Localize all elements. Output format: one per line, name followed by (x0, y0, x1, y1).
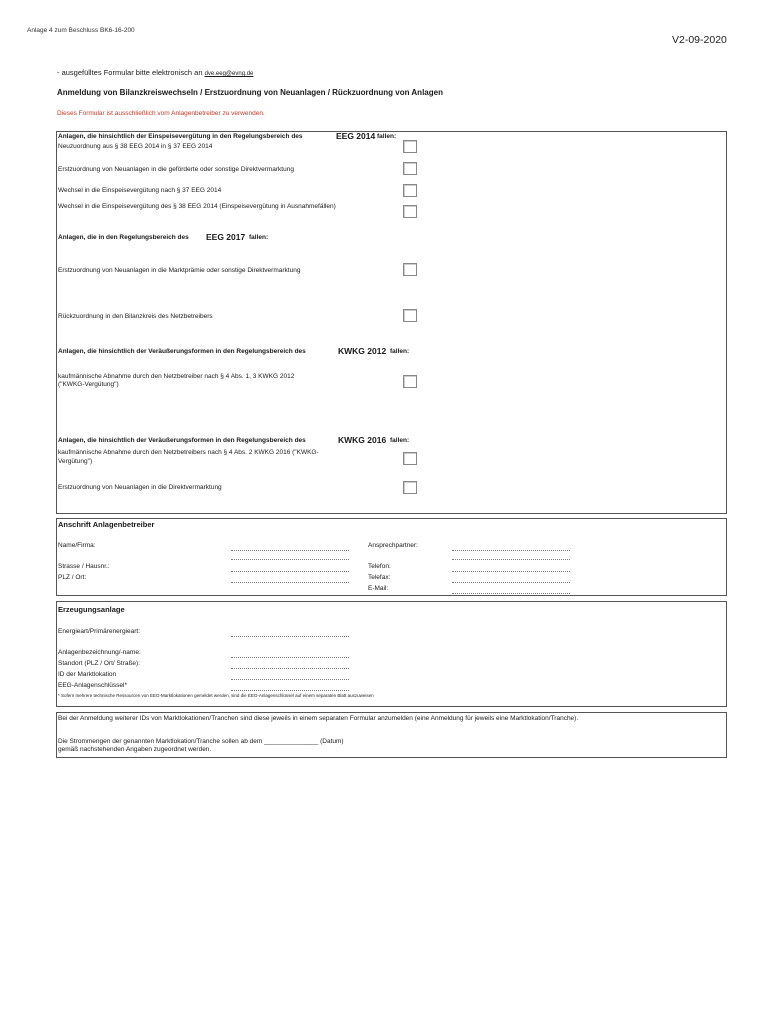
operator-name-label: Name/Firma: (58, 542, 96, 549)
intro-line (57, 68, 253, 77)
eeg2014-item-3-checkbox[interactable] (403, 184, 417, 197)
document-reference: Anlage 4 zum Beschluss BK6-16-200 (27, 27, 135, 34)
plant-name-field[interactable] (231, 657, 349, 658)
malo-id-field[interactable] (231, 679, 349, 680)
eeg-key-label: EEG-Anlagenschlüssel* (58, 682, 128, 689)
operator-name-field[interactable] (231, 550, 349, 551)
energy-type-field[interactable] (231, 636, 349, 637)
start-date-line: Die Strommengen der genannten Marktlokation/Tranche sollen ab dem _______________ (Datum) (58, 738, 344, 745)
contact-person-field-2[interactable] (452, 559, 570, 560)
intro-text: - ausgefülltes Formular bitte elektronisch an (57, 68, 205, 77)
operator-name-field-2[interactable] (231, 559, 349, 560)
kwkg2016-item-1-checkbox[interactable] (403, 452, 417, 465)
kwkg2016-item2: Erstzuordnung von Neuanlagen in die Direktvermarktung (58, 484, 222, 491)
operator-only-note: Dieses Formular ist ausschließlich vom Anlagenbetreiber zu verwenden. (57, 110, 265, 117)
eeg2017-item-2-checkbox[interactable] (403, 309, 417, 322)
eeg2017-item-2: Rückzuordnung in den Bilanzkreis des Netzbetreibers (58, 313, 213, 320)
eeg2014-item-1: Neuzuordnung aus § 38 EEG 2014 in § 37 EEG 2014 (58, 143, 213, 150)
eeg2014-suffix: fallen: (377, 133, 397, 140)
eeg2014-item-1-checkbox[interactable] (403, 140, 417, 153)
email-label: E-Mail: (368, 585, 389, 592)
eeg2014-item-4: Wechsel in die Einspeisevergütung des § 38 EEG 2014 (Einspeisevergütung in Ausnahmefällen) (58, 203, 336, 210)
kwkg2016-item-2-checkbox[interactable] (403, 481, 417, 494)
plant-location-field[interactable] (231, 668, 349, 669)
eeg2014-heading: Anlagen, die hinsichtlich der Einspeisevergütung in den Regelungsbereich des (58, 133, 303, 140)
plant-footnote: * Sofern mehrere technische Ressourcen von EEG-Marktlokationen gemeldet werden, sind die EEG-Anlagenschlüssel auf einem separaten Blatt auszuweisen (58, 693, 374, 698)
phone-field[interactable] (452, 571, 570, 572)
kwkg2016-item1-line2: Vergütung") (58, 458, 93, 465)
city-field[interactable] (231, 582, 349, 583)
kwkg2012-suffix: fallen: (390, 348, 410, 355)
city-label: PLZ / Ort: (58, 574, 87, 581)
eeg2017-law: EEG 2017 (206, 232, 246, 242)
eeg-key-field[interactable] (231, 690, 349, 691)
eeg2014-item-2-checkbox[interactable] (403, 162, 417, 175)
kwkg2012-item-checkbox[interactable] (403, 375, 417, 388)
kwkg2016-heading: Anlagen, die hinsichtlich der Veräußerungsformen in den Regelungsbereich des (58, 437, 306, 444)
kwkg2012-heading: Anlagen, die hinsichtlich der Veräußerungsformen in den Regelungsbereich des (58, 348, 306, 355)
contact-person-label: Ansprechpartner: (368, 542, 418, 549)
energy-type-label: Energieart/Primärenergieart: (58, 628, 141, 635)
kwkg2016-law: KWKG 2016 (338, 435, 387, 445)
malo-id-label: ID der Marktlokation (58, 671, 117, 678)
form-title: Anmeldung von Bilanzkreiswechseln / Erstzuordnung von Neuanlagen / Rückzuordnung von Anlagen (57, 88, 443, 97)
eeg2014-item-4-checkbox[interactable] (403, 205, 417, 218)
eeg2014-law: EEG 2014 (336, 131, 376, 141)
eeg2017-suffix: fallen: (249, 234, 269, 241)
operator-section-title: Anschrift Anlagenbetreiber (58, 520, 155, 529)
kwkg2016-item1-line1: kaufmännische Abnahme durch den Netzbetreibers nach § 4 Abs. 2 KWKG 2016 ("KWKG- (58, 449, 319, 456)
registration-note: Bei der Anmeldung weiterer IDs von Marktlokationen/Tranchen sind diese jeweils in einem separaten Formular anzumelden (eine Anmeldung für jeweils eine Marktlokation/Tranche). (58, 715, 579, 722)
street-field[interactable] (231, 571, 349, 572)
street-label: Strasse / Hausnr.: (58, 563, 110, 570)
operator-address-section (56, 518, 727, 596)
fax-label: Telefax: (368, 574, 391, 581)
plant-name-label: Anlagenbezeichnung/-name: (58, 649, 141, 656)
eeg2017-item-1-checkbox[interactable] (403, 263, 417, 276)
contact-person-field[interactable] (452, 550, 570, 551)
eeg2014-item-2: Erstzuordnung von Neuanlagen in die geförderte oder sonstige Direktvermarktung (58, 166, 294, 173)
plant-section (56, 601, 727, 707)
kwkg2016-suffix: fallen: (390, 437, 410, 444)
eeg2014-item-3: Wechsel in die Einspeisevergütung nach § 37 EEG 2014 (58, 187, 222, 194)
eeg2017-item-1: Erstzuordnung von Neuanlagen in die Marktprämie oder sonstige Direktvermarktung (58, 267, 301, 274)
email-field[interactable] (452, 593, 570, 594)
kwkg2012-law: KWKG 2012 (338, 346, 387, 356)
plant-section-title: Erzeugungsanlage (58, 605, 125, 614)
eeg2017-heading: Anlagen, die in den Regelungsbereich des (58, 234, 189, 241)
kwkg2012-item-line2: ("KWKG-Vergütung") (58, 381, 119, 388)
phone-label: Telefon: (368, 563, 391, 570)
kwkg2012-item-line1: kaufmännische Abnahme durch den Netzbetreiber nach § 4 Abs. 1, 3 KWKG 2012 (58, 373, 295, 380)
fax-field[interactable] (452, 582, 570, 583)
plant-location-label: Standort (PLZ / Ort/ Straße): (58, 660, 140, 667)
assignment-line: gemäß nachstehenden Angaben zugeordnet werden. (58, 746, 212, 753)
email-link[interactable]: dve.eeg@evng.de (204, 71, 254, 77)
version-label: V2-09-2020 (672, 34, 727, 46)
